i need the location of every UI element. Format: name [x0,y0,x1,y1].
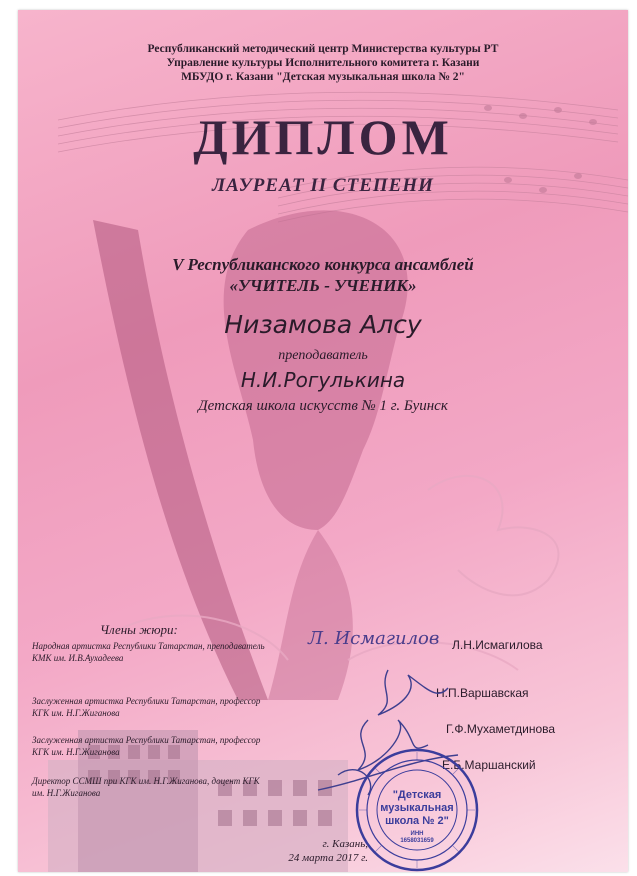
official-stamp [353,746,481,872]
diploma-title: ДИПЛОМ [193,109,453,165]
student-name: Низамова Алсу [224,310,422,339]
stamp-inn: 1658031659 [400,838,434,844]
jury-member-desc: Заслуженная артистка Республики Татарстан, профессор КГК им. Н.Г.Жиганова [32,735,261,757]
jury-title: Члены жюри: [100,622,178,637]
jury-member-desc: Директор ССМШ при КГК им. Н.Г.Жиганова, доцент КГК им. Н.Г.Жиганова [32,776,260,798]
jury-member-name: Н.П.Варшавская [436,686,529,700]
role-label: преподаватель [278,348,368,363]
stamp-inn-label: ИНН [410,831,424,837]
signature: Л. Исмагилов [308,628,440,649]
contest-line-1: V Республиканского конкурса ансамблей [172,255,474,274]
teacher-name: Н.И.Рогулькина [240,368,406,392]
jury-member-desc: Заслуженная артистка Республики Татарстан, профессор КГК им. Н.Г.Жиганова [32,696,261,718]
header-line-1: Республиканский методический центр Министерства культуры РТ [147,43,499,55]
header-line-3: МБУДО г. Казани "Детская музыкальная школа № 2" [181,71,465,83]
header-line-2: Управление культуры Исполнительного комитета г. Казани [166,57,480,69]
place-date: 24 марта 2017 г. [288,852,368,864]
jury-member-name: Г.Ф.Мухаметдинова [446,722,556,736]
stamp-line-3: школа № 2" [385,815,449,827]
jury-member-name: Л.Н.Исмагилова [452,638,543,652]
stamp-line-1: "Детская [392,789,442,801]
jury-member-desc: Народная артистка Республики Татарстан, преподаватель КМК им. И.В.Аухадеева [32,641,265,663]
place-city: г. Казань, [322,838,368,850]
contest-line-2: «УЧИТЕЛЬ - УЧЕНИК» [229,276,417,295]
diploma-subtitle: ЛАУРЕАТ II СТЕПЕНИ [212,175,434,196]
diploma-sheet [18,10,628,872]
school-name: Детская школа искусств № 1 г. Буинск [198,398,448,414]
jury-member-name: Е.Б.Маршанский [442,758,536,772]
stamp-line-2: музыкальная [380,802,454,814]
